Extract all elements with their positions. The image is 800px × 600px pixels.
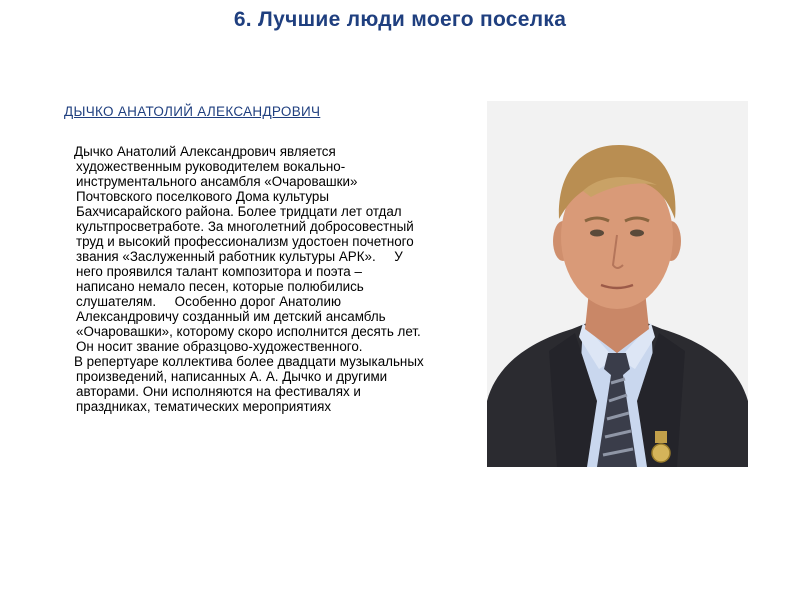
bio-paragraph-1: Дычко Анатолий Александрович является художественным руководителем вокально-инструментального ансамбля «Очаровашки» Почтовского поселкового Дома культуры Бахчисарайского района. Более тридцати лет отдал культпросветработе. За многолетний добросовестный труд и высокий профессионализм удостоен почетного звания «Заслуженный работник культуры АРК». У него проявился талант композитора и поэта – написано немало песен, которые полюбились слушателям. Особенно дорог Анатолию Александровичу созданный им детский ансамбль «Очаровашки», которому скоро исполнится десять лет. Он носит звание образцово-художественного. (74, 144, 421, 354)
eye-left (590, 230, 604, 237)
medal-icon (652, 444, 670, 462)
bio-paragraph-2: В репертуаре коллектива более двадцати музыкальных произведений, написанных А. А. Дычко и другими авторами. Они исполняются на фестивалях и праздниках, тематических мероприятиях (74, 354, 424, 414)
eye-right (630, 230, 644, 237)
medal-ribbon (655, 431, 667, 443)
person-name-heading: ДЫЧКО АНАТОЛИЙ АЛЕКСАНДРОВИЧ (64, 104, 321, 119)
portrait-photo (487, 101, 748, 467)
slide-title: 6. Лучшие люди моего поселка (233, 8, 567, 31)
biography-text (64, 144, 424, 414)
